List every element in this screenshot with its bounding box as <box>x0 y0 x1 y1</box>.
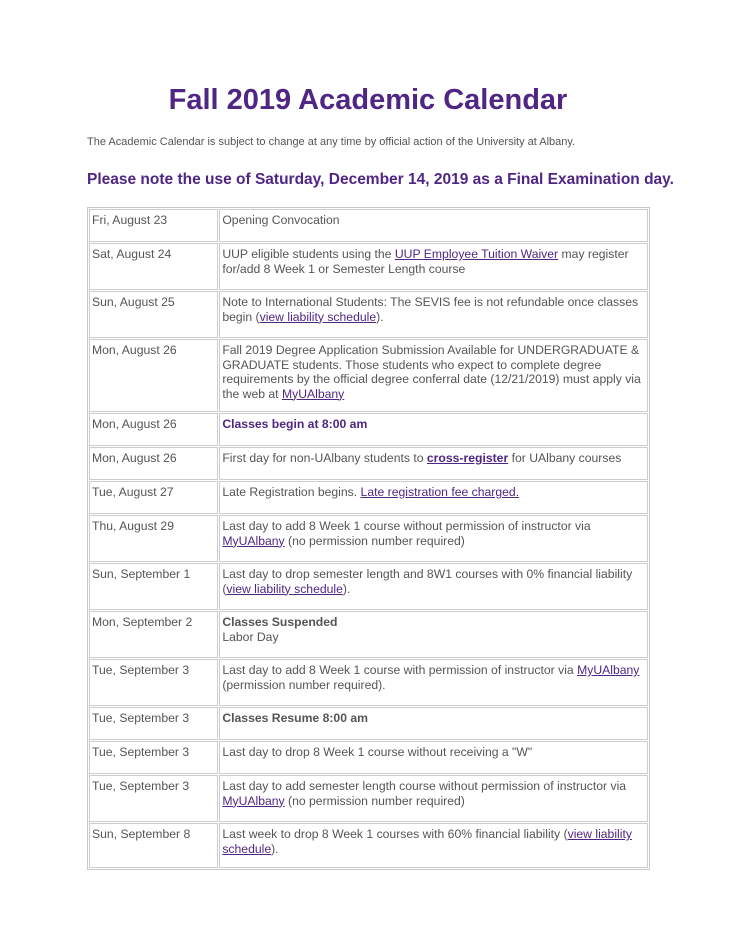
event-text: Last day to drop 8 Week 1 course without receiving a "W" <box>222 745 533 759</box>
calendar-event <box>219 209 648 242</box>
calendar-link[interactable]: MyUAlbany <box>222 533 285 548</box>
event-highlight: Classes Suspended <box>222 615 338 629</box>
event-text: UUP eligible students using the <box>222 247 395 261</box>
calendar-date: Mon, August 26 <box>89 413 218 446</box>
calendar-row <box>89 447 648 480</box>
final-exam-note: Please note the use of Saturday, December 14, 2019 as a Final Examination day. <box>87 171 674 188</box>
calendar-date: Tue, September 3 <box>89 659 218 706</box>
event-text: (no permission number required) <box>284 793 465 808</box>
calendar-event <box>219 775 648 822</box>
event-text: (no permission number required) <box>284 533 465 548</box>
calendar-date: Thu, August 29 <box>89 515 218 562</box>
calendar-event <box>219 659 648 706</box>
event-text: Last week to drop 8 Week 1 courses with 60% financial liability ( <box>222 827 568 841</box>
calendar-row <box>89 243 648 290</box>
calendar-row <box>89 515 648 562</box>
calendar-date: Sun, August 25 <box>89 291 218 338</box>
event-highlight: Classes begin at 8:00 am <box>222 417 368 431</box>
calendar-event <box>219 707 648 740</box>
calendar-date: Tue, September 3 <box>89 707 218 740</box>
calendar-row <box>89 209 648 242</box>
event-text: Fall 2019 Degree Application Submission Available for UNDERGRADUATE & GRADUATE students. Those students who expect to complete degree requirements by the official degree conferral date (12/21/2019) must apply via the web at <box>222 343 641 401</box>
calendar-link[interactable]: view liability schedule <box>222 827 632 856</box>
calendar-date: Mon, September 2 <box>89 611 218 658</box>
calendar-event <box>219 741 648 774</box>
event-text: Last day to drop semester length and 8W1 courses with 0% financial liability ( <box>222 567 633 596</box>
calendar-row <box>89 823 648 868</box>
calendar-date: Tue, August 27 <box>89 481 218 514</box>
calendar-row <box>89 339 648 412</box>
calendar-event <box>219 481 648 514</box>
event-text: Note to International Students: The SEVIS fee is not refundable once classes begin ( <box>222 295 639 324</box>
calendar-link[interactable]: view liability schedule <box>259 309 377 324</box>
calendar-event <box>219 823 648 868</box>
calendar-date: Sun, September 1 <box>89 563 218 610</box>
calendar-row <box>89 291 648 338</box>
academic-calendar-table <box>87 207 650 870</box>
calendar-link[interactable]: MyUAlbany <box>577 663 640 677</box>
calendar-link[interactable]: view liability schedule <box>226 581 343 596</box>
calendar-row <box>89 413 648 446</box>
calendar-event <box>219 515 648 562</box>
calendar-row <box>89 707 648 740</box>
calendar-row <box>89 741 648 774</box>
event-text: First day for non-UAlbany students to <box>222 451 427 465</box>
calendar-date: Fri, August 23 <box>89 209 218 242</box>
disclaimer-text: The Academic Calendar is subject to change at any time by official action of the University at Albany. <box>87 136 576 148</box>
event-text: ). <box>271 841 279 856</box>
event-text: for UAlbany courses <box>508 451 622 465</box>
event-text: Last day to add 8 Week 1 course without permission of instructor via <box>222 519 591 533</box>
calendar-event <box>219 413 648 446</box>
event-text: may register for/add 8 Week 1 or Semester Length course <box>222 247 629 276</box>
calendar-row <box>89 481 648 514</box>
calendar-link[interactable]: MyUAlbany <box>281 386 345 401</box>
calendar-event <box>219 611 648 658</box>
event-text: Labor Day <box>222 629 279 644</box>
calendar-date: Sun, September 8 <box>89 823 218 868</box>
calendar-event <box>219 563 648 610</box>
event-text: Last day to add semester length course without permission of instructor via <box>222 779 627 793</box>
calendar-row <box>89 563 648 610</box>
calendar-row <box>89 775 648 822</box>
calendar-date: Mon, August 26 <box>89 447 218 480</box>
calendar-date: Sat, August 24 <box>89 243 218 290</box>
calendar-link[interactable]: Late registration fee charged. <box>360 485 520 499</box>
calendar-link[interactable]: MyUAlbany <box>222 793 285 808</box>
calendar-event <box>219 243 648 290</box>
event-text: ). <box>376 309 384 324</box>
calendar-link[interactable]: UUP Employee Tuition Waiver <box>394 247 559 261</box>
calendar-date: Mon, August 26 <box>89 339 218 412</box>
event-text: (permission number required). <box>222 677 386 692</box>
event-highlight: Classes Resume 8:00 am <box>222 711 368 725</box>
calendar-event <box>219 339 648 412</box>
calendar-row <box>89 659 648 706</box>
event-text: Late Registration begins. <box>222 485 361 499</box>
calendar-event <box>219 291 648 338</box>
calendar-link[interactable]: cross-register <box>426 451 509 465</box>
calendar-date: Tue, September 3 <box>89 775 218 822</box>
event-text: ). <box>342 581 351 596</box>
page-title: Fall 2019 Academic Calendar <box>168 84 568 116</box>
calendar-date: Tue, September 3 <box>89 741 218 774</box>
event-text: Last day to add 8 Week 1 course with permission of instructor via <box>222 663 578 677</box>
event-text: Opening Convocation <box>222 213 340 227</box>
calendar-body <box>89 209 648 868</box>
calendar-row <box>89 611 648 658</box>
calendar-event <box>219 447 648 480</box>
